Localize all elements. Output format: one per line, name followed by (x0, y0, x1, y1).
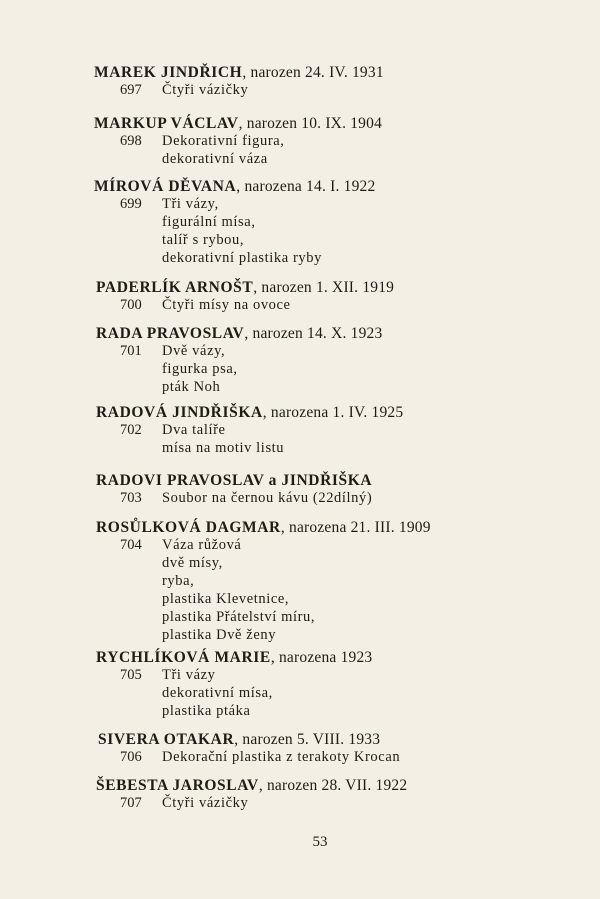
artist-heading (96, 279, 394, 297)
works-list (162, 296, 291, 314)
works-list (162, 421, 284, 457)
catalogue-number: 704 (120, 537, 142, 553)
artist-birth-date: , narozen 24. IV. 1931 (242, 64, 384, 81)
catalogue-number: 701 (120, 343, 142, 359)
artist-birth-date: , narozena 1. IV. 1925 (262, 404, 404, 421)
work-item: dvě mísy, (162, 555, 223, 571)
work-item: Tři vázy (162, 667, 216, 683)
artist-heading (94, 115, 382, 133)
catalogue-number: 700 (120, 297, 142, 313)
work-item: Soubor na černou kávu (22dílný) (162, 490, 373, 506)
artist-name: RADA PRAVOSLAV (96, 325, 245, 342)
work-item: dekorativní váza (162, 151, 268, 167)
catalogue-number: 697 (120, 82, 142, 98)
catalogue-number: 702 (120, 422, 142, 438)
works-list (162, 536, 315, 644)
artist-birth-date: , narozena 14. I. 1922 (236, 178, 376, 195)
catalogue-number: 706 (120, 749, 142, 765)
works-list (162, 195, 322, 267)
artist-name: MARKUP VÁCLAV (94, 115, 239, 132)
artist-name: MÍROVÁ DĚVANA (94, 178, 237, 195)
artist-name: RADOVÁ JINDŘIŠKA (96, 404, 263, 421)
artist-heading (96, 777, 407, 795)
artist-name: RYCHLÍKOVÁ MARIE (96, 649, 271, 666)
artist-birth-date: , narozena 21. III. 1909 (280, 519, 431, 536)
catalogue-number: 698 (120, 133, 142, 149)
works-list (162, 794, 248, 812)
artist-birth-date: , narozen 10. IX. 1904 (238, 115, 383, 132)
artist-heading (94, 178, 375, 196)
artist-heading (94, 64, 384, 82)
work-item: talíř s rybou, (162, 232, 245, 248)
work-item: pták Noh (162, 379, 221, 395)
artist-birth-date: , narozen 5. VIII. 1933 (234, 731, 381, 748)
work-item: figurka psa, (162, 361, 238, 377)
artist-heading (96, 519, 431, 537)
work-item: Čtyři mísy na ovoce (162, 297, 291, 313)
artist-name: RADOVI PRAVOSLAV a JINDŘIŠKA (96, 472, 373, 489)
work-item: plastika Přátelství míru, (162, 609, 316, 625)
work-item: Váza růžová (162, 537, 242, 553)
work-item: dekorativní mísa, (162, 685, 273, 701)
artist-heading (96, 325, 382, 343)
work-item: plastika Dvě ženy (162, 627, 277, 643)
artist-name: PADERLÍK ARNOŠT (96, 279, 254, 296)
work-item: plastika Klevetnice, (162, 591, 290, 607)
works-list (162, 342, 238, 396)
works-list (162, 489, 372, 507)
work-item: Tři vázy, (162, 196, 219, 212)
artist-birth-date: , narozen 1. XII. 1919 (253, 279, 395, 296)
work-item: Čtyři vázičky (162, 795, 249, 811)
catalogue-number: 699 (120, 196, 142, 212)
catalogue-number: 707 (120, 795, 142, 811)
catalogue-number: 703 (120, 490, 142, 506)
artist-heading (98, 731, 380, 749)
work-item: ryba, (162, 573, 195, 589)
artist-name: SIVERA OTAKAR (98, 731, 235, 748)
works-list (162, 748, 400, 766)
artist-birth-date: , narozena 1923 (270, 649, 373, 666)
works-list (162, 666, 273, 720)
work-item: figurální mísa, (162, 214, 256, 230)
work-item: Čtyři vázičky (162, 82, 249, 98)
artist-birth-date: , narozen 28. VII. 1922 (258, 777, 408, 794)
work-item: Dvě vázy, (162, 343, 226, 359)
work-item: Dekorativní figura, (162, 133, 285, 149)
works-list (162, 132, 285, 168)
work-item: mísa na motiv listu (162, 440, 285, 456)
work-item: plastika ptáka (162, 703, 251, 719)
artist-heading (96, 472, 372, 490)
page-number: 53 (312, 834, 328, 850)
artist-birth-date: , narozen 14. X. 1923 (244, 325, 383, 342)
artist-heading (96, 404, 403, 422)
artist-name: ŠEBESTA JAROSLAV (96, 777, 259, 794)
work-item: Dva talíře (162, 422, 226, 438)
work-item: Dekorační plastika z terakoty Krocan (162, 749, 401, 765)
work-item: dekorativní plastika ryby (162, 250, 322, 266)
artist-heading (96, 649, 372, 667)
catalogue-number: 705 (120, 667, 142, 683)
artist-name: ROSŮLKOVÁ DAGMAR (96, 519, 281, 536)
works-list (162, 81, 248, 99)
artist-name: MAREK JINDŘICH (94, 64, 243, 81)
